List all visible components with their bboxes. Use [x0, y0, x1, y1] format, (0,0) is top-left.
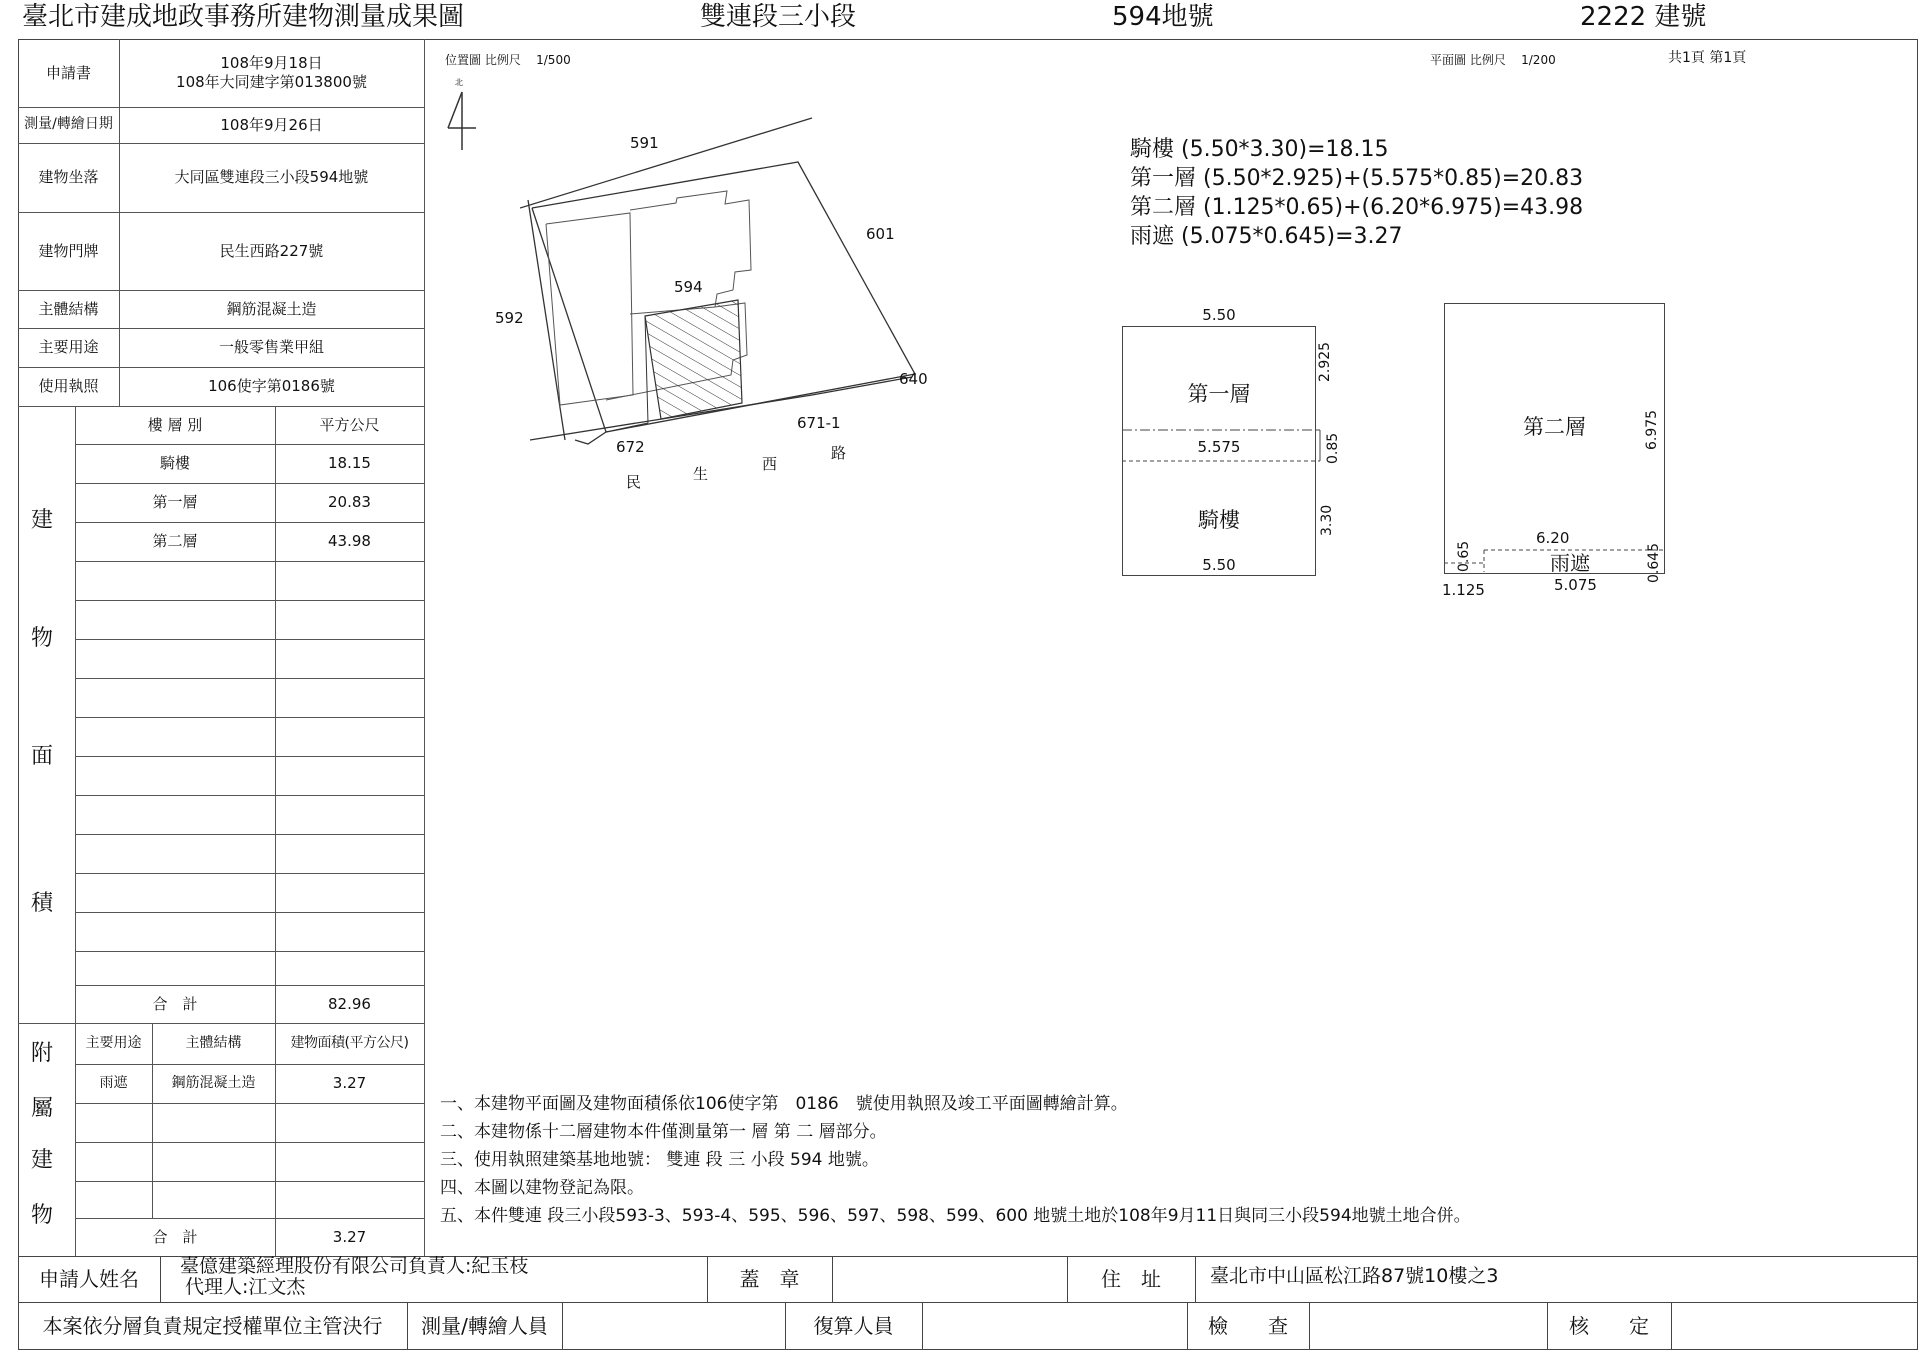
- annex-use-header: 主要用途: [85, 1034, 142, 1051]
- canopy-label: 雨遮: [1550, 551, 1590, 575]
- use-label: 主要用途: [38, 338, 99, 357]
- license-label: 使用執照: [38, 377, 99, 396]
- address-field-label: 住 址: [1101, 1266, 1161, 1291]
- annex-section-char: 物: [31, 1203, 54, 1228]
- floor-column-header: 樓 層 別: [147, 415, 203, 434]
- section-name: 雙連段三小段: [700, 2, 857, 32]
- plan-label: 平面圖 比例尺 1/200: [1430, 53, 1556, 67]
- dim-5075: 5.075: [1554, 576, 1597, 594]
- application-date: 108年9月18日: [220, 54, 323, 73]
- dim-085: 0.85: [1325, 432, 1341, 464]
- lot-label-672: 672: [616, 438, 645, 456]
- use-license: 106使字第0186號: [208, 377, 335, 396]
- lot-label-592: 592: [495, 309, 524, 327]
- seal-label: 蓋 章: [739, 1266, 800, 1291]
- main-use: 一般零售業甲組: [218, 338, 324, 357]
- dim-065: 0.65: [1456, 540, 1472, 572]
- agent-name: 代理人:江文杰: [185, 1276, 306, 1298]
- reviewer-label: 復算人員: [813, 1313, 894, 1338]
- dim-1125: 1.125: [1442, 581, 1485, 599]
- authority-text: 本案依分層負責規定授權單位主管決行: [42, 1313, 383, 1338]
- lot-label-601: 601: [866, 225, 895, 243]
- applicant-info: [180, 1256, 700, 1302]
- lot-label-594: 594: [674, 278, 703, 296]
- building-number: 2222 建號: [1580, 2, 1707, 32]
- checker-label: 檢 查: [1208, 1313, 1288, 1338]
- location-map-scale: 1/500: [536, 53, 571, 67]
- address-label: 建物門牌: [38, 241, 99, 260]
- application-info: [119, 39, 424, 107]
- floor-area: 18.15: [328, 454, 371, 473]
- road-char: 路: [831, 444, 847, 462]
- notes-block: [440, 1090, 1471, 1230]
- area-column-header: 平方公尺: [319, 415, 380, 434]
- dim-bottom-width: 5.50: [1202, 556, 1236, 574]
- calc-line: 第一層 (5.50*2.925)+(5.575*0.85)=20.83: [1130, 166, 1584, 191]
- arcade-label: 騎樓: [1198, 508, 1240, 532]
- note-line: 三、使用執照建築基地地號： 雙連 段 三 小段 594 地號。: [440, 1150, 879, 1170]
- lot-label-640: 640: [899, 370, 928, 388]
- area-calculations: [1130, 135, 1583, 251]
- floor-name: 騎樓: [159, 454, 190, 473]
- dim-mid-width: 5.575: [1197, 438, 1241, 456]
- road-char: 西: [762, 455, 778, 473]
- area-total-label: 合 計: [152, 994, 198, 1013]
- survey-date-label: 測量/轉繪日期: [24, 116, 113, 133]
- application-label: 申請書: [45, 63, 91, 82]
- lot-label-671-1: 671-1: [797, 414, 841, 432]
- area-total: 82.96: [328, 994, 371, 1013]
- location-map-drawing: [520, 110, 960, 450]
- annex-area: 3.27: [332, 1074, 367, 1093]
- annex-area-header: 建物面積(平方公尺): [290, 1034, 409, 1051]
- location-map-label: 位置圖 比例尺 1/500: [445, 53, 571, 67]
- floor-area: 43.98: [328, 532, 371, 551]
- building-address: 民生西路227號: [219, 241, 324, 260]
- annex-structure: 鋼筋混凝土造: [171, 1074, 256, 1091]
- structure-label: 主體結構: [38, 299, 99, 318]
- annex-section-char: 屬: [31, 1096, 54, 1121]
- area-section-char: 物: [31, 626, 54, 651]
- dim-0645: 0.645: [1646, 542, 1662, 583]
- plan-scale: 1/200: [1521, 53, 1556, 67]
- north-arrow-icon: [440, 88, 480, 158]
- application-number: 108年大同建字第013800號: [176, 73, 367, 91]
- surveyor-label: 測量/轉繪人員: [421, 1313, 548, 1338]
- annex-section-char: 建: [31, 1148, 54, 1173]
- annex-use: 雨遮: [99, 1074, 128, 1091]
- annex-total: 3.27: [332, 1227, 367, 1246]
- area-section-char: 建: [31, 508, 54, 533]
- area-section-char: 積: [31, 891, 54, 916]
- annex-section-char: 附: [31, 1041, 54, 1066]
- road-char: 民: [626, 473, 642, 491]
- lot-number: 594地號: [1112, 2, 1214, 32]
- annex-structure-header: 主體結構: [185, 1034, 242, 1051]
- north-label: 北: [455, 78, 463, 87]
- floor-name: 第二層: [152, 532, 198, 551]
- floor-name: 第一層: [152, 493, 198, 512]
- dim-top-width: 5.50: [1202, 306, 1236, 324]
- calc-line: 第二層 (1.125*0.65)+(6.20*6.975)=43.98: [1130, 195, 1584, 220]
- annex-total-label: 合 計: [152, 1227, 198, 1246]
- document-title: 臺北市建成地政事務所建物測量成果圖: [22, 2, 465, 32]
- page-count: 共1頁 第1頁: [1668, 50, 1747, 66]
- note-line: 四、本圖以建物登記為限。: [440, 1178, 644, 1198]
- applicant-address: 臺北市中山區松江路87號10樓之3: [1210, 1265, 1499, 1287]
- building-location: 大同區雙連段三小段594地號: [174, 168, 369, 187]
- note-line: 二、本建物係十二層建物本件僅測量第一 層 第 二 層部分。: [440, 1122, 887, 1142]
- survey-date: 108年9月26日: [220, 115, 323, 134]
- floor-area: 20.83: [328, 493, 371, 512]
- dim-620: 6.20: [1536, 529, 1570, 547]
- lot-label-591: 591: [630, 134, 659, 152]
- ground-floor-label: 第一層: [1187, 382, 1251, 406]
- dim-6975: 6.975: [1644, 409, 1660, 450]
- approver-label: 核 定: [1569, 1313, 1649, 1338]
- dim-330: 3.30: [1319, 504, 1335, 536]
- applicant-label: 申請人姓名: [39, 1266, 139, 1291]
- calc-line: 騎樓 (5.50*3.30)=18.15: [1130, 137, 1389, 162]
- note-line: 一、本建物平面圖及建物面積係依106使字第 0186 號使用執照及竣工平面圖轉繪計算。: [440, 1094, 1128, 1114]
- calc-line: 雨遮 (5.075*0.645)=3.27: [1130, 224, 1403, 249]
- main-structure: 鋼筋混凝土造: [226, 299, 317, 318]
- road-char: 生: [693, 465, 709, 483]
- applicant-name: 臺億建築經理股份有限公司負責人:紀玉枝: [180, 1255, 529, 1277]
- location-label: 建物坐落: [38, 168, 99, 187]
- note-line: 五、本件雙連 段三小段593-3、593-4、595、596、597、598、599、600 地號土地於108年9月11日與同三小段594地號土地合併。: [440, 1206, 1471, 1226]
- area-section-char: 面: [31, 744, 54, 769]
- dim-2925: 2.925: [1317, 341, 1333, 382]
- second-floor-label: 第二層: [1523, 415, 1586, 439]
